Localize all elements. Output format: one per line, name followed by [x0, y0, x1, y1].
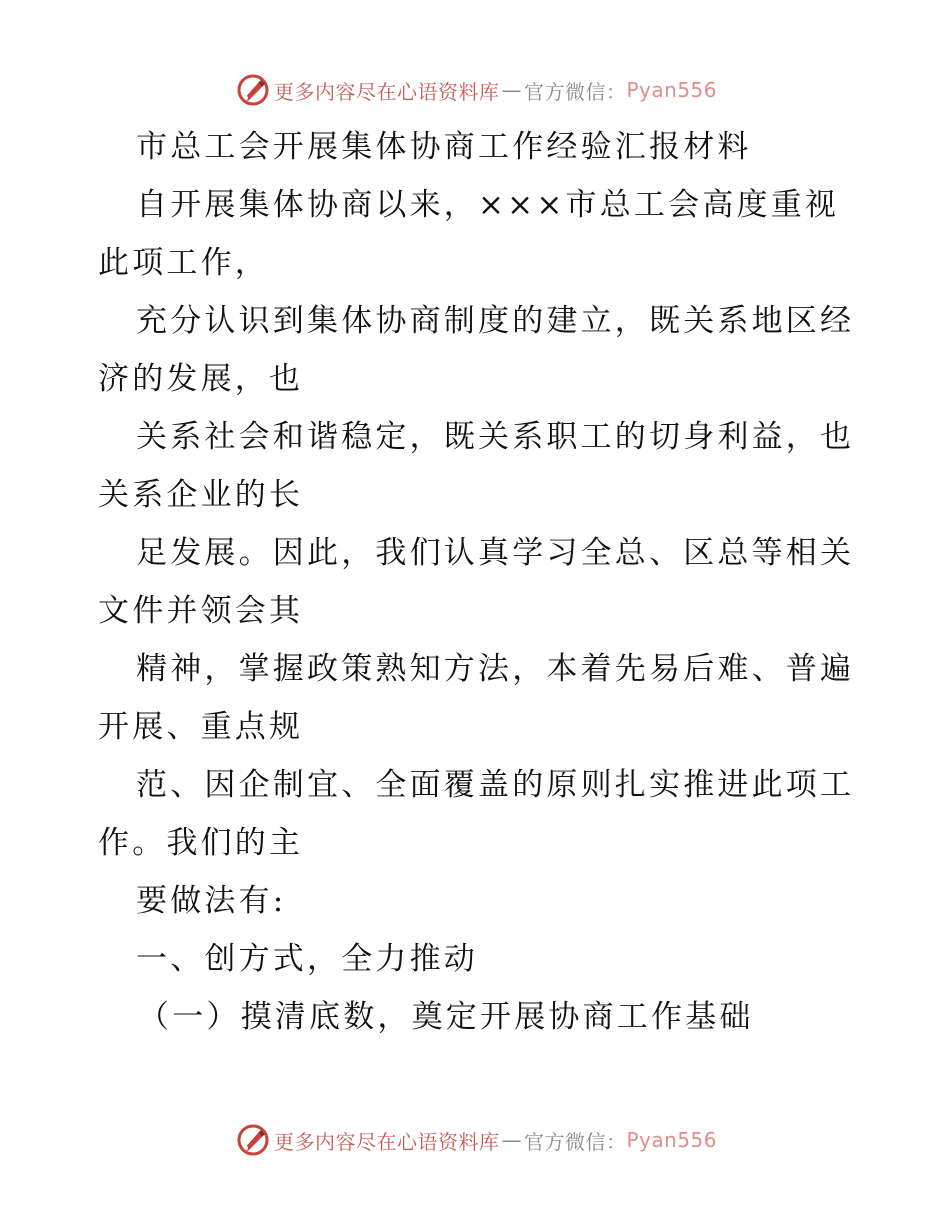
- paragraph-line: 关系社会和谐稳定，既关系职工的切身利益，也: [136, 419, 855, 455]
- paragraph-line: 要做法有:: [136, 883, 287, 919]
- watermark-dash: —: [501, 1128, 522, 1152]
- paragraph-line: 充分认识到集体协商制度的建立，既关系地区经: [136, 303, 855, 339]
- paragraph-line: 自开展集体协商以来，×××市总工会高度重视: [136, 187, 840, 223]
- paragraph-line: 作。我们的主: [98, 825, 304, 861]
- watermark-wechat-id: Pyan556: [626, 78, 718, 102]
- paragraph-line: 此项工作，: [98, 245, 269, 281]
- watermark-wechat-label: 官方微信：: [524, 79, 627, 104]
- paragraph-line: 范、因企制宜、全面覆盖的原则扎实推进此项工: [136, 767, 855, 803]
- subsection-heading: （一）摸清底数，奠定开展协商工作基础: [138, 999, 754, 1035]
- paragraph-line: 足发展。因此，我们认真学习全总、区总等相关: [136, 535, 855, 571]
- pen-logo-icon: [236, 73, 270, 107]
- pen-logo-icon: [236, 1123, 270, 1157]
- document-title: 市总工会开展集体协商工作经验汇报材料: [136, 129, 752, 165]
- document-body: [98, 118, 858, 1046]
- watermark-wechat-label: 官方微信：: [524, 1129, 627, 1154]
- paragraph-line: 文件并领会其: [98, 593, 304, 629]
- paragraph-line: 关系企业的长: [98, 477, 304, 513]
- watermark-text: 更多内容尽在心语资料库: [274, 79, 500, 104]
- watermark-dash: —: [501, 78, 522, 102]
- watermark-wechat-id: Pyan556: [626, 1128, 718, 1152]
- paragraph-line: 开展、重点规: [98, 709, 304, 745]
- paragraph-line: 精神，掌握政策熟知方法，本着先易后难、普遍: [136, 651, 855, 687]
- header-watermark: [236, 72, 717, 108]
- section-heading: 一、创方式，全力推动: [136, 941, 478, 977]
- paragraph-line: 济的发展，也: [98, 361, 304, 397]
- footer-watermark: [236, 1122, 717, 1158]
- watermark-text: 更多内容尽在心语资料库: [274, 1129, 500, 1154]
